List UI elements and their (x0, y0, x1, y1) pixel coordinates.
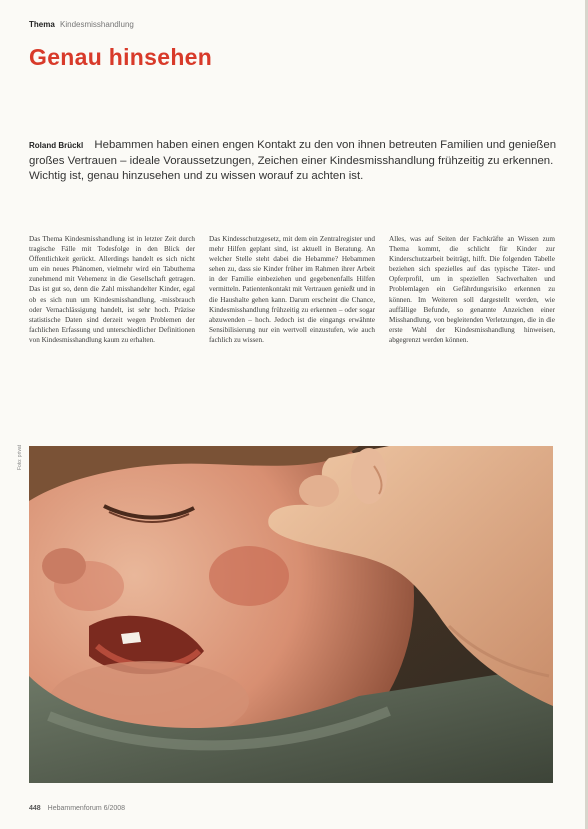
photo-credit: Foto: privat (17, 444, 23, 470)
journal-name: Hebammenforum 6/2008 (47, 805, 126, 812)
article-lead (29, 138, 559, 185)
crying-child-photo (29, 446, 553, 783)
page-number: 448 (29, 805, 41, 812)
body-column-3 (389, 234, 555, 404)
column-1-text: Das Thema Kindesmisshandlung ist in letzter Zeit durch tragische Fälle mit Todesfolge in den Blick der Öffentlichkeit gerückt. Allerdings handelt es sich nicht um ein neues Phänomen, vielmehr wird ein Tabuthema zunehmend mit Vehemenz in die Gesellschaft getragen. Das ist gut so, denn die Zahl misshandelter Kinder, egal ob es sich nun um Kindesmisshandlung, -missbrauch oder Vernachlässigung handelt, ist sehr hoch. Präzise statistische Daten sind derzeit wegen Problemen der fachlichen Erfassung und unterschiedlicher Definitionen von Kindesmisshandlung kaum zu erhalten. (29, 235, 195, 344)
section-topic: Kindesmisshandlung (60, 20, 134, 29)
column-2-text: Das Kindesschutzgesetz, mit dem ein Zentralregister und mehr Hilfen geplant sind, ist aktuell in Beratung. An welcher Stelle steht dabei die Hebamme? Hebammen sehen zu, dass sie Kinder früher im Rahmen ihrer Arbeit in der Familie einbeziehen und gegebenenfalls Hilfen vermitteln. Patientenkontakt mit Vertrauen genießt und in die Haushalte gehen kann. Darum erscheint die Chance, Kindesmisshandlung frühzeitig zu erkennen – oder sogar abzuwenden – hoch. Jedoch ist die eingangs erwähnte Sensibilisierung nur ein wertvoll einzustufen, wie auch fachlich zu wissen. (209, 235, 375, 344)
section-tag: Thema (29, 20, 55, 29)
section-header (29, 20, 134, 29)
body-columns (29, 234, 555, 404)
body-column-1 (29, 234, 195, 404)
column-3-text: Alles, was auf Seiten der Fachkräfte an Wissen zum Thema kommt, die schlicht für Kinder zur Kinderschutzarbeit beiträgt, hilft. Die folgenden Tabelle beziehen sich spezielles auf das typische Täter- und Opferprofil, um in speziellen Sachverhalten und Problemlagen ein Gefährdungsrisiko erkennen zu können. Im Weiteren soll dargestellt werden, wie auffällige Befunde, so genannte Anzeichen einer Misshandlung, von begleitenden Verletzungen, die in die erste Wahl der Kindesmisshandlung hinweisen, abgegrenzt werden können. (389, 235, 555, 344)
body-column-2 (209, 234, 375, 404)
lead-text: Hebammen haben einen engen Kontakt zu den von ihnen betreuten Familien und genießen großes Vertrauen – ideale Voraussetzungen, Zeichen einer Kindesmisshandlung frühzeitig zu erkennen. Wichtig ist, genau hinzusehen und zu wissen worauf zu achten ist. (29, 139, 557, 182)
photo-illustration (29, 446, 553, 783)
article-title: Genau hinsehen (29, 44, 213, 70)
page-footer (29, 805, 125, 812)
author-name: Roland Brückl (29, 141, 84, 150)
